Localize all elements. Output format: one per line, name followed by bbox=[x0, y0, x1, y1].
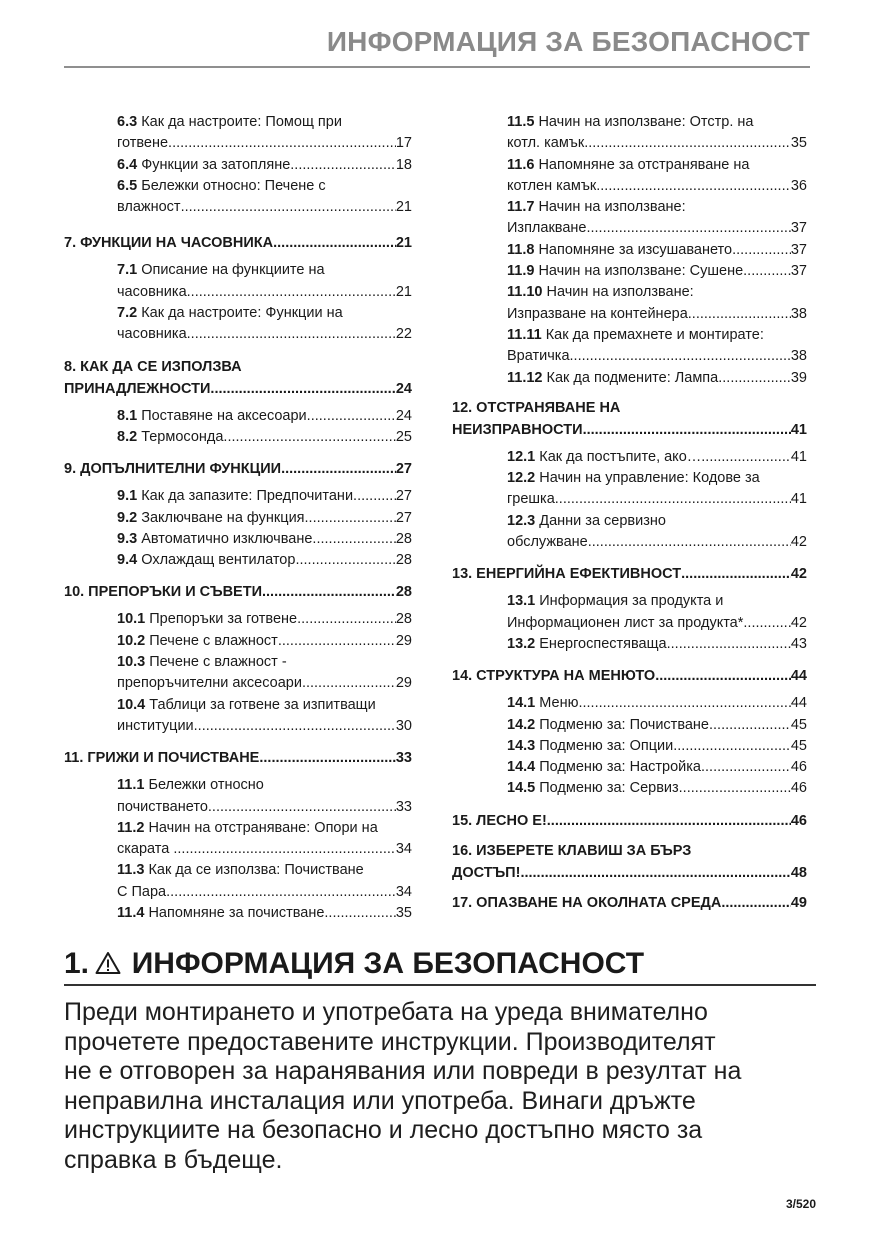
toc-item[interactable]: 9.3 Автоматично изключване ..... 28 bbox=[117, 529, 412, 550]
toc-block-6 bbox=[64, 112, 412, 218]
toc-item[interactable]: 11.2 Начин на отстраняване: Опори на скарата ..... 34 bbox=[117, 818, 412, 861]
toc-item[interactable]: 10.3 Печене с влажност - препоръчителни аксесоари ..... 29 bbox=[117, 652, 412, 695]
toc-item[interactable]: 14.4 Подменю за: Настройка ..... 46 bbox=[507, 757, 807, 778]
section-title-text: ИНФОРМАЦИЯ ЗА БЕЗОПАСНОСТ bbox=[131, 947, 645, 980]
toc-item[interactable]: 11.3 Как да се използва: Почистване С Пара ..... 34 bbox=[117, 860, 412, 903]
toc-item[interactable]: 11.11 Как да премахнете и монтирате: Вратичка ..... 38 bbox=[507, 325, 807, 368]
toc-block-13 bbox=[452, 591, 807, 655]
warning-triangle-icon bbox=[95, 951, 121, 975]
toc-item[interactable]: 8.1 Поставяне на аксесоари ..... 24 bbox=[117, 406, 412, 427]
toc-item[interactable]: 14.3 Подменю за: Опции ..... 45 bbox=[507, 736, 807, 757]
toc-item[interactable]: 10.2 Печене с влажност ..... 29 bbox=[117, 631, 412, 652]
toc-block-10 bbox=[64, 609, 412, 737]
page-number: 3/520 bbox=[785, 1197, 816, 1211]
toc-item[interactable]: 7.1 Описание на функциите на часовника ..... 21 bbox=[117, 260, 412, 303]
toc-item[interactable]: 9.1 Как да запазите: Предпочитани ..... 27 bbox=[117, 486, 412, 507]
toc-item[interactable]: 9.4 Охлаждащ вентилатор ..... 28 bbox=[117, 550, 412, 571]
toc-section-13[interactable]: 13. ЕНЕРГИЙНА ЕФЕКТИВНОСТ ..... 42 bbox=[452, 563, 807, 585]
intro-line: справка в бъдеще. bbox=[64, 1145, 283, 1174]
toc-item[interactable]: 11.1 Бележки относно почистването ..... 33 bbox=[117, 775, 412, 818]
toc-block-14 bbox=[452, 693, 807, 799]
toc-block-11-cont bbox=[452, 112, 807, 389]
toc-block-7 bbox=[64, 260, 412, 345]
toc-section-12[interactable]: 12. ОТСТРАНЯВАНЕ НА НЕИЗПРАВНОСТИ ..... 41 bbox=[452, 397, 807, 441]
toc-item[interactable]: 7.2 Как да настроите: Функции на часовника ..... 22 bbox=[117, 303, 412, 346]
section-rule bbox=[64, 984, 816, 986]
intro-line: не е отговорен за наранявания или повреди в резултат на bbox=[64, 1057, 742, 1085]
toc-item[interactable]: 10.1 Препоръки за готвене ..... 28 bbox=[117, 609, 412, 630]
toc-block-12 bbox=[452, 447, 807, 553]
toc-section-11[interactable]: 11. ГРИЖИ И ПОЧИСТВАНЕ ..... 33 bbox=[64, 747, 412, 769]
toc-item[interactable]: 13.1 Информация за продукта и Информационен лист за продукта* ..... 42 bbox=[507, 591, 807, 634]
toc-left-column bbox=[64, 112, 412, 932]
intro-line: прочетете предоставените инструкции. Производителят bbox=[64, 1027, 716, 1056]
toc-section-14[interactable]: 14. СТРУКТУРА НА МЕНЮТО ..... 44 bbox=[452, 665, 807, 687]
toc-item[interactable]: 13.2 Енергоспестяваща ..... 43 bbox=[507, 634, 807, 655]
toc-item[interactable]: 14.5 Подменю за: Сервиз ..... 46 bbox=[507, 778, 807, 799]
toc-item[interactable]: 12.3 Данни за сервизно обслужване ..... 42 bbox=[507, 511, 807, 554]
toc-right-column bbox=[452, 112, 807, 914]
toc-section-15[interactable]: 15. ЛЕСНО Е! ..... 46 bbox=[452, 810, 807, 832]
toc-block-8 bbox=[64, 406, 412, 449]
toc-item[interactable]: 6.5 Бележки относно: Печене с влажност ..... 21 bbox=[117, 176, 412, 219]
toc-section-7[interactable]: 7. ФУНКЦИИ НА ЧАСОВНИКА ..... 21 bbox=[64, 232, 412, 254]
toc-item[interactable]: 11.4 Напомняне за почистване ..... 35 bbox=[117, 903, 412, 924]
toc-item[interactable]: 11.6 Напомняне за отстраняване на котлен камък ..... 36 bbox=[507, 155, 807, 198]
toc-block-11 bbox=[64, 775, 412, 924]
intro-line: неправилна инсталация или употреба. Винаги дръжте bbox=[64, 1086, 696, 1115]
intro-line: Преди монтирането и употребата на уреда внимателно bbox=[64, 998, 708, 1026]
toc-item[interactable]: 11.12 Как да подмените: Лампа ..... 39 bbox=[507, 368, 807, 389]
section-number: 1. bbox=[64, 947, 90, 980]
intro-paragraph bbox=[64, 998, 824, 1175]
toc-item[interactable]: 6.3 Как да настроите: Помощ при готвене ..... 17 bbox=[117, 112, 412, 155]
toc-item[interactable]: 11.9 Начин на използване: Сушене ..... 37 bbox=[507, 261, 807, 282]
toc-section-17[interactable]: 17. ОПАЗВАНЕ НА ОКОЛНАТА СРЕДА ..... 49 bbox=[452, 892, 807, 914]
toc-item[interactable]: 12.1 Как да постъпите, ако… ..... 41 bbox=[507, 447, 807, 468]
toc-section-9[interactable]: 9. ДОПЪЛНИТЕЛНИ ФУНКЦИИ ..... 27 bbox=[64, 458, 412, 480]
toc-section-10[interactable]: 10. ПРЕПОРЪКИ И СЪВЕТИ ..... 28 bbox=[64, 581, 412, 603]
toc-block-9 bbox=[64, 486, 412, 571]
intro-line: инструкциите на безопасно и лесно достъпно място за bbox=[64, 1116, 703, 1144]
section-heading bbox=[64, 944, 816, 984]
toc-section-8[interactable]: 8. КАК ДА СЕ ИЗПОЛЗВА ПРИНАДЛЕЖНОСТИ ..... 24 bbox=[64, 356, 412, 400]
toc-section-16[interactable]: 16. ИЗБЕРЕТЕ КЛАВИШ ЗА БЪРЗ ДОСТЪП! ..... 48 bbox=[452, 840, 807, 884]
toc-item[interactable]: 14.2 Подменю за: Почистване ..... 45 bbox=[507, 715, 807, 736]
header-rule bbox=[64, 66, 810, 68]
toc-item[interactable]: 9.2 Заключване на функция ..... 27 bbox=[117, 508, 412, 529]
toc-item[interactable]: 6.4 Функции за затопляне ..... 18 bbox=[117, 155, 412, 176]
running-header: ИНФОРМАЦИЯ ЗА БЕЗОПАСНОСТ bbox=[326, 26, 810, 57]
toc-item[interactable]: 11.8 Напомняне за изсушаването ..... 37 bbox=[507, 240, 807, 261]
toc-item[interactable]: 11.7 Начин на използване: Изплакване ..... 37 bbox=[507, 197, 807, 240]
toc-item[interactable]: 8.2 Термосонда ..... 25 bbox=[117, 427, 412, 448]
toc-item[interactable]: 12.2 Начин на управление: Кодове за грешка ..... 41 bbox=[507, 468, 807, 511]
toc-item[interactable]: 11.5 Начин на използване: Отстр. на котл. камък ..... 35 bbox=[507, 112, 807, 155]
toc-item[interactable]: 14.1 Меню ..... 44 bbox=[507, 693, 807, 714]
toc-item[interactable]: 10.4 Таблици за готвене за изпитващи институции ..... 30 bbox=[117, 695, 412, 738]
toc-item[interactable]: 11.10 Начин на използване: Изпразване на контейнера ..... 38 bbox=[507, 282, 807, 325]
